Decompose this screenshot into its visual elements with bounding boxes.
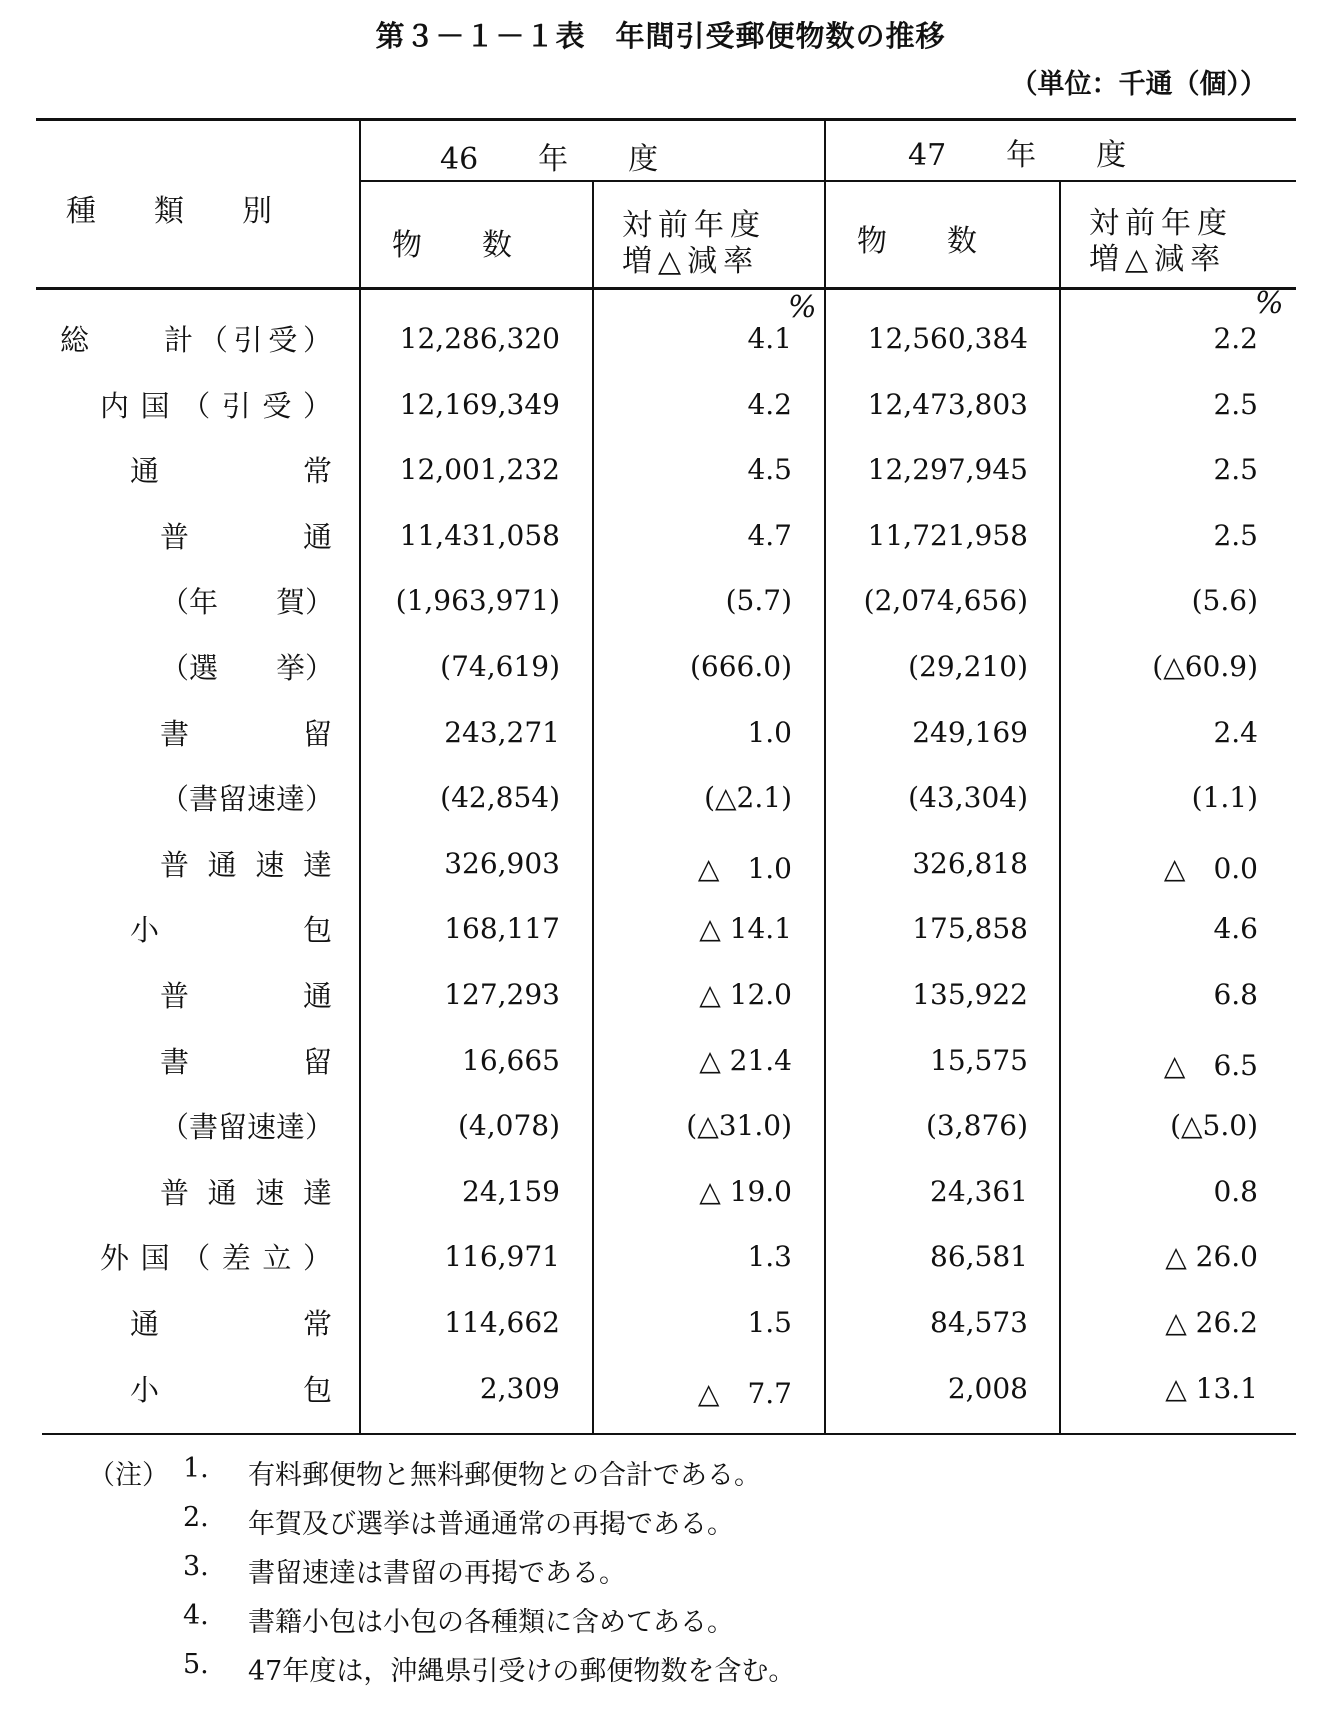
cell-rate-46: (5.7) <box>725 584 792 618</box>
note-text: 年賀及び選挙は普通通常の再掲である。 <box>248 1509 734 1540</box>
cell-count-47: 12,297,945 <box>867 453 1028 487</box>
percent-mark-47: % <box>1255 286 1284 321</box>
cell-count-46: 127,293 <box>444 978 560 1011</box>
cell-rate-46: △ 1.0 <box>697 851 792 885</box>
cell-count-47: 11,721,958 <box>867 518 1028 552</box>
note-text: 有料郵便物と無料郵便物との合計である。 <box>248 1460 761 1491</box>
header-year-47: 47 年 度 <box>908 138 1127 173</box>
col-divider-4 <box>1059 182 1061 1433</box>
cell-count-46: 11,431,058 <box>399 518 560 552</box>
col-divider-1 <box>359 118 361 1433</box>
row-label: 外国（差立） <box>100 1241 332 1276</box>
cell-rate-47: △ 26.0 <box>1165 1240 1258 1274</box>
cell-count-46: 12,169,349 <box>399 387 560 421</box>
cell-rate-46: (666.0) <box>689 650 792 683</box>
cell-count-47: 326,818 <box>912 846 1028 880</box>
cell-rate-47: 6.8 <box>1213 978 1258 1011</box>
cell-count-47: 24,361 <box>930 1174 1028 1208</box>
note-text: 書籍小包は小包の各種類に含めてある。 <box>248 1607 734 1638</box>
row-label: （書留速達） <box>160 1110 335 1145</box>
cell-rate-46: (△2.1) <box>704 781 792 815</box>
table-bottom-rule <box>42 1433 1296 1435</box>
cell-rate-47: 0.8 <box>1213 1174 1258 1208</box>
cell-rate-46: 1.3 <box>747 1240 792 1274</box>
cell-rate-46: 4.1 <box>747 322 792 355</box>
table-top-rule <box>36 118 1296 121</box>
cell-rate-46: △ 19.0 <box>699 1174 792 1208</box>
cell-rate-46: △ 21.4 <box>699 1043 792 1077</box>
cell-rate-46: 4.5 <box>747 453 792 487</box>
row-label: 総 計（引受） <box>60 323 332 357</box>
header-mid-rule <box>360 180 1296 182</box>
cell-count-47: (43,304) <box>908 781 1028 815</box>
cell-rate-47: 2.5 <box>1213 453 1258 487</box>
cell-rate-46: 4.2 <box>747 387 792 421</box>
cell-count-47: 249,169 <box>912 715 1028 749</box>
row-label: 書 留 <box>160 716 332 751</box>
header-category: 種 類 別 <box>66 194 286 229</box>
row-label: （選 挙） <box>160 651 335 685</box>
cell-count-46: 326,903 <box>444 846 560 880</box>
cell-count-47: 84,573 <box>930 1306 1028 1339</box>
cell-rate-46: △ 14.1 <box>699 912 792 946</box>
note-number: 3. <box>183 1551 209 1582</box>
row-label: 内国（引受） <box>100 388 332 423</box>
cell-rate-46: 1.0 <box>747 715 792 749</box>
cell-count-46: (4,078) <box>457 1109 560 1143</box>
cell-rate-47: △ 6.5 <box>1163 1048 1258 1082</box>
row-label: 書 留 <box>160 1044 332 1079</box>
header-bottom-rule <box>36 287 1296 290</box>
cell-count-46: 2,309 <box>479 1371 560 1405</box>
note-number: 5. <box>183 1649 209 1680</box>
cell-count-46: 24,159 <box>462 1174 560 1208</box>
cell-count-46: (74,619) <box>440 650 560 683</box>
header-rate-46-line2: 増△減率 <box>622 244 760 279</box>
cell-rate-46: △ 12.0 <box>699 978 792 1011</box>
cell-rate-47: 4.6 <box>1213 912 1258 946</box>
cell-rate-47: (1.1) <box>1191 781 1258 815</box>
cell-count-46: 168,117 <box>444 912 560 946</box>
cell-count-46: 114,662 <box>444 1306 560 1339</box>
note-number: 2. <box>183 1502 209 1533</box>
cell-count-47: (2,074,656) <box>863 584 1028 618</box>
page-title: 第３－１－１表 年間引受郵便物数の推移 <box>375 19 946 53</box>
header-count-46: 物 数 <box>392 228 512 263</box>
cell-rate-47: 2.4 <box>1213 715 1258 749</box>
note-number: 1. <box>183 1453 209 1484</box>
note-number: 4. <box>183 1600 209 1631</box>
cell-rate-47: △ 0.0 <box>1163 851 1258 885</box>
col-divider-3 <box>824 118 826 1433</box>
cell-count-47: 2,008 <box>947 1371 1028 1405</box>
cell-rate-47: 2.5 <box>1213 387 1258 421</box>
header-count-47: 物 数 <box>857 224 977 259</box>
cell-rate-47: △ 26.2 <box>1165 1306 1258 1339</box>
note-text: 書留速達は書留の再掲である。 <box>248 1558 626 1589</box>
notes-prefix: （注） <box>88 1460 169 1491</box>
row-label: 普通速達 <box>160 1175 332 1210</box>
cell-count-46: 243,271 <box>444 715 560 749</box>
cell-rate-46: △ 7.7 <box>697 1376 792 1410</box>
cell-count-47: 12,560,384 <box>867 322 1028 355</box>
cell-count-47: 12,473,803 <box>867 387 1028 421</box>
row-label: （年 賀） <box>160 585 335 620</box>
row-label: 小 包 <box>130 913 332 948</box>
cell-count-47: 175,858 <box>912 912 1028 946</box>
cell-count-46: 12,001,232 <box>399 453 560 487</box>
cell-rate-46: (△31.0) <box>686 1109 792 1143</box>
percent-mark-46: % <box>788 290 817 325</box>
cell-rate-46: 1.5 <box>747 1306 792 1339</box>
cell-count-47: (29,210) <box>908 650 1028 683</box>
cell-count-47: 15,575 <box>930 1043 1028 1077</box>
cell-rate-47: △ 13.1 <box>1165 1371 1258 1405</box>
row-label: 普 通 <box>160 519 332 554</box>
cell-rate-47: 2.2 <box>1213 322 1258 355</box>
note-text: 47年度は，沖縄県引受けの郵便物数を含む。 <box>248 1656 796 1687</box>
cell-count-47: 135,922 <box>912 978 1028 1011</box>
cell-rate-47: (5.6) <box>1191 584 1258 618</box>
row-label: 普通速達 <box>160 847 332 882</box>
row-label: 通 常 <box>130 454 332 489</box>
row-label: 小 包 <box>130 1372 332 1407</box>
col-divider-2 <box>592 182 594 1433</box>
row-label: 通 常 <box>130 1307 332 1341</box>
cell-count-46: (42,854) <box>440 781 560 815</box>
header-year-46: 46 年 度 <box>440 142 659 177</box>
cell-count-46: 16,665 <box>462 1043 560 1077</box>
cell-count-46: 116,971 <box>444 1240 560 1274</box>
cell-count-46: (1,963,971) <box>395 584 560 618</box>
row-label: （書留速達） <box>160 782 335 817</box>
cell-count-47: (3,876) <box>925 1109 1028 1143</box>
cell-rate-47: (△5.0) <box>1170 1109 1258 1143</box>
unit-label: （単位：千通（個）） <box>1010 69 1267 100</box>
row-label: 普 通 <box>160 979 332 1013</box>
header-rate-47-line2: 増△減率 <box>1089 242 1227 277</box>
cell-rate-47: 2.5 <box>1213 518 1258 552</box>
header-rate-47-line1: 対前年度 <box>1089 206 1233 241</box>
cell-rate-47: (△60.9) <box>1152 650 1258 683</box>
cell-count-46: 12,286,320 <box>399 322 560 355</box>
header-rate-46-line1: 対前年度 <box>622 208 766 243</box>
cell-count-47: 86,581 <box>930 1240 1028 1274</box>
cell-rate-46: 4.7 <box>747 518 792 552</box>
